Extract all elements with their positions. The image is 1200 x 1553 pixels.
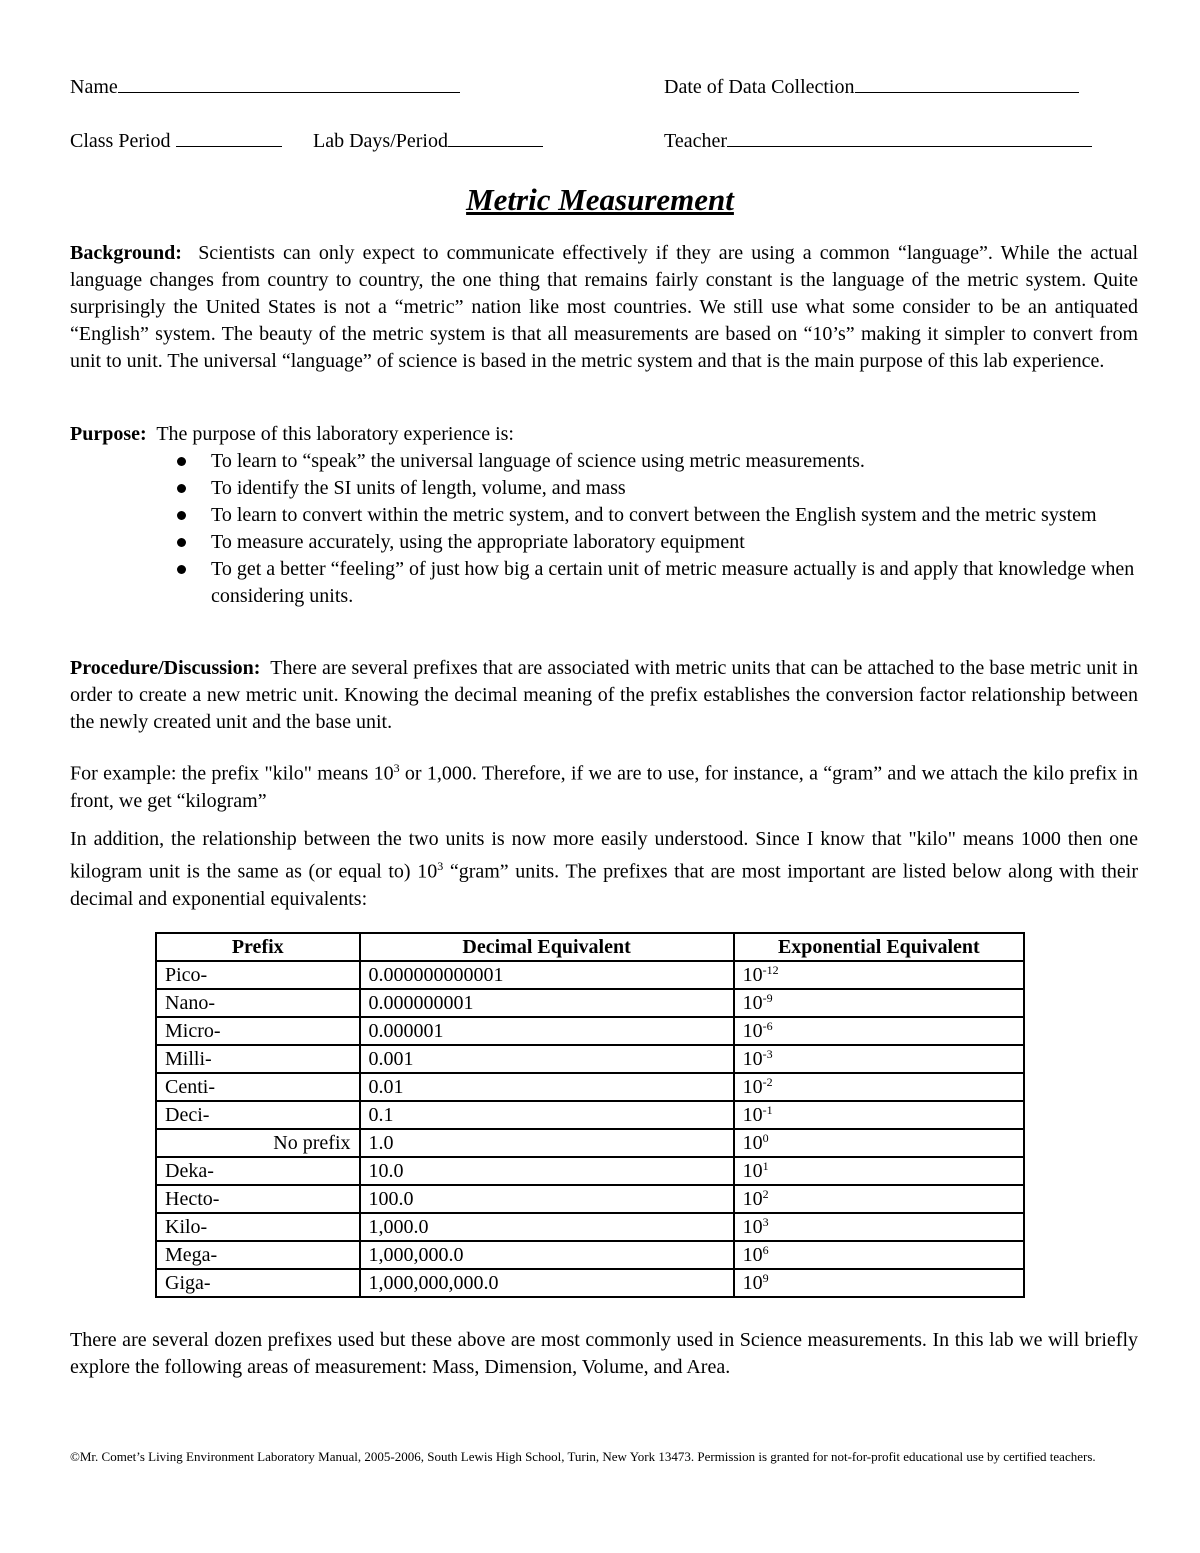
decimal-cell: 0.01: [360, 1073, 734, 1101]
exponent-cell: $10^{-2}$: [734, 1073, 1024, 1101]
decimal-cell: 10.0: [360, 1157, 734, 1185]
decimal-cell: 0.001: [360, 1045, 734, 1073]
table-header-row: [156, 933, 1024, 961]
lab-days-blank[interactable]: [448, 128, 543, 147]
decimal-cell: 1,000,000,000.0: [360, 1269, 734, 1297]
list-item: To identify the SI units of length, volume, and mass: [70, 475, 1138, 502]
table-row: [156, 1269, 1024, 1297]
bullet-icon: [177, 457, 186, 466]
bullet-icon: [177, 511, 186, 520]
addition-paragraph: In addition, the relationship between the two units is now more easily understood. Since I know that "kilo" means 1000 then one kilogram unit is the same as (or equal to) $10^3$ “gram” units. The prefixes that are most important are listed below along with their decimal and exponential equivalents:: [70, 828, 1139, 910]
list-item: To learn to “speak” the universal language of science using metric measurements.: [70, 448, 1138, 475]
prefix-cell: Micro-: [156, 1017, 360, 1045]
exponent-cell: $10^1$: [734, 1157, 1024, 1185]
procedure-text: There are several prefixes that are associated with metric units that can be attached to the base metric unit in order to create a new metric unit. Knowing the decimal meaning of the prefix establishes the conversion factor relationship between the newly created unit and the base unit.: [70, 657, 1138, 733]
decimal-cell: 1,000,000.0: [360, 1241, 734, 1269]
decimal-cell: 100.0: [360, 1185, 734, 1213]
prefix-cell: Kilo-: [156, 1213, 360, 1241]
example-exponent: 3: [393, 761, 400, 775]
table-row: [156, 1045, 1024, 1073]
decimal-cell: 0.000001: [360, 1017, 734, 1045]
procedure-section: [70, 655, 1138, 736]
table-row: [156, 1185, 1024, 1213]
prefix-cell: Deci-: [156, 1101, 360, 1129]
teacher-label: Teacher: [664, 130, 727, 152]
prefix-cell: Nano-: [156, 989, 360, 1017]
decimal-cell: 0.000000000001: [360, 961, 734, 989]
exponent-cell: $10^0$: [734, 1129, 1024, 1157]
background-heading: Background:: [70, 242, 182, 264]
purpose-list: [70, 448, 1138, 610]
prefix-cell: Hecto-: [156, 1185, 360, 1213]
exponent-cell: $10^{-3}$: [734, 1045, 1024, 1073]
name-label: Name: [70, 76, 118, 98]
decimal-cell: 1,000.0: [360, 1213, 734, 1241]
decimal-cell: 1.0: [360, 1129, 734, 1157]
table-row: [156, 1073, 1024, 1101]
list-item: To learn to convert within the metric system, and to convert between the English system and the metric system: [70, 502, 1138, 529]
background-text: Scientists can only expect to communicate effectively if they are using a common “language”. While the actual language changes from country to country, the one thing that remains fairly constant is the language of the metric system. Quite surprisingly the United States is not a “metric” nation like most countries. We still use what some consider to be an antiquated “English” system. The beauty of the metric system is that all measurements are based on “10’s” making it simpler to convert from unit to unit. The universal “language” of science is based in the metric system and that is the main purpose of this lab experience.: [70, 242, 1138, 372]
exponent-cell: $10^{-12}$: [734, 961, 1024, 989]
prefix-cell: Milli-: [156, 1045, 360, 1073]
prefix-table: [155, 932, 1025, 1298]
addition-exponent: 3: [437, 859, 444, 873]
prefix-cell: No prefix: [156, 1129, 360, 1157]
prefix-cell: Mega-: [156, 1241, 360, 1269]
class-period-blank[interactable]: [176, 128, 282, 147]
exponent-cell: $10^2$: [734, 1185, 1024, 1213]
purpose-intro: The purpose of this laboratory experience is:: [156, 423, 514, 445]
exponent-cell: $10^3$: [734, 1213, 1024, 1241]
exponent-cell: $10^{-1}$: [734, 1101, 1024, 1129]
column-header-exponential: Exponential Equivalent: [734, 933, 1024, 961]
page-title: Metric Measurement: [466, 182, 734, 217]
lab-days-field-row: [313, 128, 543, 153]
prefix-cell: Giga-: [156, 1269, 360, 1297]
name-blank[interactable]: [118, 74, 460, 93]
name-field-row: [70, 74, 460, 99]
teacher-blank[interactable]: [727, 128, 1092, 147]
column-header-decimal: Decimal Equivalent: [360, 933, 734, 961]
table-row: [156, 1157, 1024, 1185]
teacher-field-row: [664, 128, 1092, 153]
class-period-field-row: [70, 128, 282, 153]
purpose-heading: Purpose:: [70, 423, 147, 445]
background-section: [70, 240, 1138, 375]
decimal-cell: 0.1: [360, 1101, 734, 1129]
lab-days-label: Lab Days/Period: [313, 130, 448, 152]
table-row: [156, 961, 1024, 989]
table-row: [156, 989, 1024, 1017]
prefix-cell: Pico-: [156, 961, 360, 989]
purpose-section: [70, 421, 1138, 448]
table-row: [156, 1129, 1024, 1157]
date-blank[interactable]: [855, 74, 1079, 93]
table-row: [156, 1241, 1024, 1269]
class-period-label: Class Period: [70, 130, 171, 152]
list-item: To get a better “feeling” of just how big a certain unit of metric measure actually is and apply that knowledge when considering units.: [70, 556, 1138, 610]
bullet-icon: [177, 484, 186, 493]
procedure-heading: Procedure/Discussion:: [70, 657, 261, 679]
bullet-icon: [177, 565, 186, 574]
exponent-cell: $10^{-9}$: [734, 989, 1024, 1017]
exponent-cell: $10^{-6}$: [734, 1017, 1024, 1045]
table-row: [156, 1101, 1024, 1129]
example-paragraph: For example: the prefix "kilo" means $10^3$ or 1,000. Therefore, if we are to use, for instance, a “gram” and we attach the kilo prefix in front, we get “kilogram”: [70, 761, 1139, 812]
decimal-cell: 0.000000001: [360, 989, 734, 1017]
exponent-cell: $10^9$: [734, 1269, 1024, 1297]
copyright-footer: ©Mr. Comet’s Living Environment Laboratory Manual, 2005-2006, South Lewis High School, Turin, New York 13473. Permission is granted for not-for-profit educational use by certified teachers.: [70, 1449, 1096, 1464]
table-row: [156, 1017, 1024, 1045]
date-label: Date of Data Collection: [664, 76, 855, 98]
list-item: To measure accurately, using the appropriate laboratory equipment: [70, 529, 1138, 556]
exponent-cell: $10^6$: [734, 1241, 1024, 1269]
closing-paragraph: There are several dozen prefixes used but these above are most commonly used in Science measurements. In this lab we will briefly explore the following areas of measurement: Mass, Dimension, Volume, and Area.: [70, 1329, 1138, 1378]
bullet-icon: [177, 538, 186, 547]
table-row: [156, 1213, 1024, 1241]
column-header-prefix: Prefix: [156, 933, 360, 961]
prefix-cell: Centi-: [156, 1073, 360, 1101]
date-field-row: [664, 74, 1079, 99]
prefix-cell: Deka-: [156, 1157, 360, 1185]
